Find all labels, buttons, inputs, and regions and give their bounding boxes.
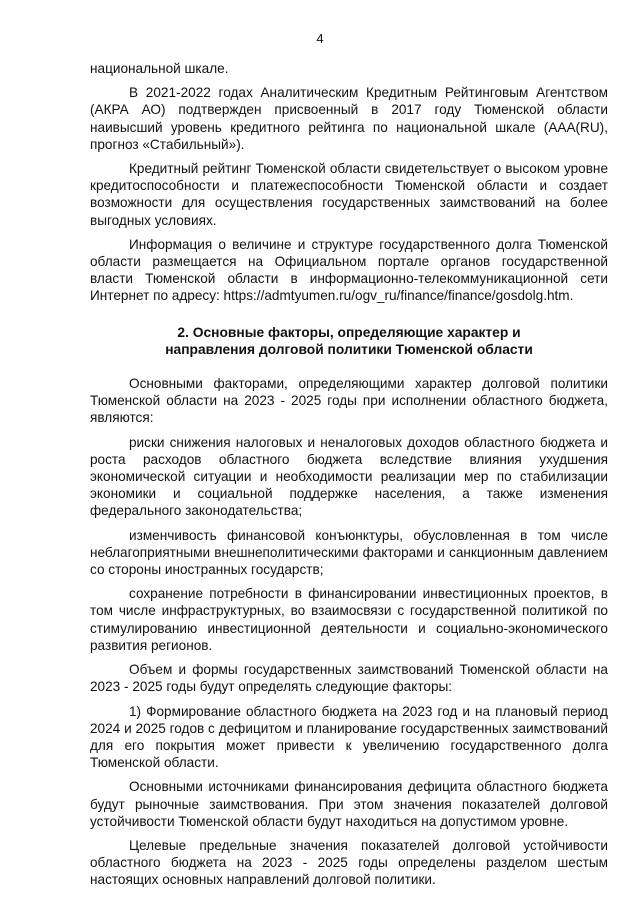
paragraph-factors-intro: Основными факторами, определяющими характер долговой политики Тюменской области на 2023 - 2025 годы при исполнении областного бюджета, являются: [90,376,608,426]
paragraph-deficit-sources: Основными источниками финансирования дефицита областного бюджета будут рыночные заимствования. При этом значения показателей долговой устойчивости Тюменской области будут находиться на допустимом уровне. [90,779,608,829]
section-heading-line-1: 2. Основные факторы, определяющие характер и [177,324,521,340]
paragraph-factor-volatility: изменчивость финансовой конъюнктуры, обусловленная в том числе неблагоприятными внешнеполитическими факторами и санкционным давлением со стороны иностранных государств; [90,527,608,578]
paragraph-continuation: национальной шкале. [90,61,229,76]
paragraph-factor-investment: сохранение потребности в финансировании инвестиционных проектов, в том числе инфраструктурных, во взаимосвязи с государственной политикой по стимулированию инвестиционной деятельности и социально-экономического развития регионов. [90,586,608,653]
paragraph-target-values: Целевые предельные значения показателей долговой устойчивости областного бюджета на 2023 - 2025 годы определены разделом шестым настоящих основных направлений долговой политики. [90,837,608,888]
paragraph-factor-risks: риски снижения налоговых и неналоговых доходов областного бюджета и роста расходов областного бюджета вследствие влияния ухудшения экономической ситуации и необходимости реализации мер по стабилизации экономики и социальной поддержке населения, а также изменения федерального законодательства; [90,434,608,519]
page-number: 4 [316,31,324,46]
section-heading-line-2: направления долговой политики Тюменской области [165,341,533,357]
document-body [90,60,608,896]
paragraph-borrowing-factors: Объем и формы государственных заимствований Тюменской области на 2023 - 2025 годы будут определять следующие факторы: [90,662,608,695]
paragraph-budget-deficit: 1) Формирование областного бюджета на 2023 год и на плановый период 2024 и 2025 годов с дефицитом и планирование государственных заимствований для его покрытия может привести к увеличению государственного долга Тюменской области. [90,703,608,771]
section-heading [90,324,608,358]
paragraph-credit-rating: Кредитный рейтинг Тюменской области свидетельствует о высоком уровне кредитоспособности и платежеспособности Тюменской области и создает возможности для осуществления государственных заимствований на более выгодных условиях. [90,161,608,228]
paragraph-debt-info: Информация о величине и структуре государственного долга Тюменской области размещается на Официальном портале органов государственной власти Тюменской области в информационно-телекоммуникационной сети Интернет по адресу: https://admtyumen.ru/ogv_ru/finance/finance/gosdolg.htm. [90,236,608,304]
paragraph-akra-rating: В 2021-2022 годах Аналитическим Кредитным Рейтинговым Агентством (АКРА АО) подтвержден присвоенный в 2017 году Тюменской области наивысший уровень кредитного рейтинга по национальной шкале (AAA(RU), прогноз «Стабильный»). [90,85,608,152]
